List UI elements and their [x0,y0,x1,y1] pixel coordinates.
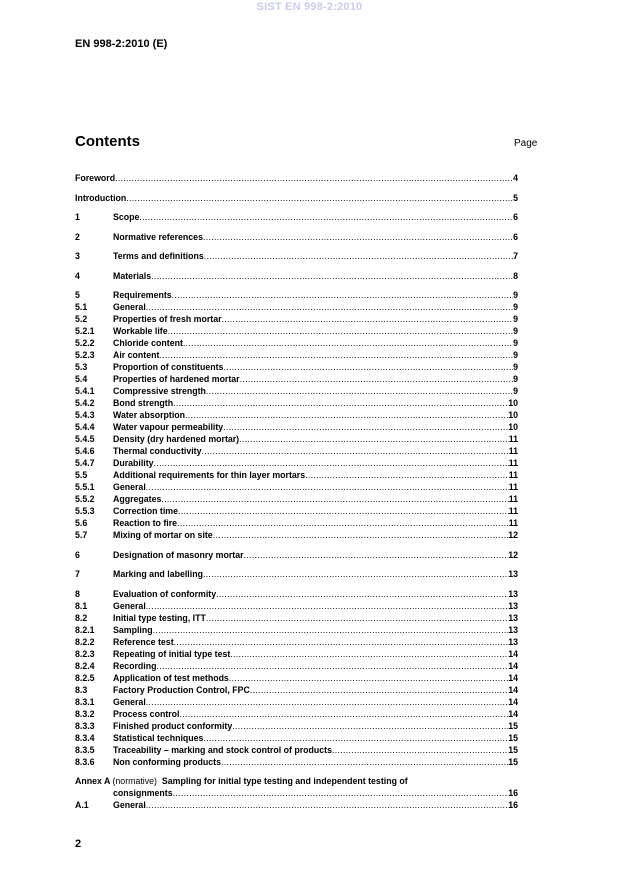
toc-page-number: 15 [508,756,518,767]
toc-page-number: 13 [508,569,518,579]
toc-section-number: 7 [75,569,80,579]
toc-entry[interactable] [75,612,518,624]
toc-dot-leader [146,799,508,811]
toc-section-title: Additional requirements for thin layer mortars [113,470,306,480]
toc-page-number: 11 [508,506,518,516]
toc-page-number: 9 [513,350,518,360]
toc-dot-leader [201,445,508,457]
toc-entry[interactable] [75,192,518,204]
toc-entry-line [113,250,518,262]
toc-section-number: 8.3.4 [75,732,95,743]
toc-page-number: 9 [513,362,518,372]
toc-dot-leader [222,313,514,325]
toc-entry-line [113,672,518,684]
toc-entry-line [113,289,518,301]
toc-dot-leader [178,505,509,517]
toc-section-title: Bond strength [113,398,174,408]
toc-entry-line [113,517,518,529]
toc-dot-leader [216,588,508,600]
toc-page-number: 11 [508,446,518,456]
toc-section-title: General [113,800,146,810]
toc-section-number: 5.5.2 [75,494,95,504]
toc-section-title: Correction time [113,506,179,516]
toc-entry[interactable] [75,732,518,744]
toc-entry[interactable] [75,349,518,361]
toc-dot-leader [213,529,508,541]
toc-page-number: 13 [508,612,518,623]
toc-section-number: 5.4.2 [75,398,95,408]
toc-page-number: 13 [508,588,518,599]
toc-entry[interactable] [75,211,518,223]
toc-section-number: 5.5.3 [75,506,95,516]
toc-page-number: 14 [508,708,518,719]
toc-section-title: Repeating of initial type test [113,648,231,659]
toc-section-number: 5.4.3 [75,410,95,420]
annex-qualifier: (normative) [112,776,157,786]
toc-dot-leader [204,250,513,262]
toc-page-number: 12 [508,530,518,540]
toc-entry[interactable] [75,517,518,529]
toc-entry[interactable] [75,672,518,684]
toc-section-number: A.1 [75,800,89,810]
toc-entry-line [113,409,518,421]
toc-entry-line [113,744,518,756]
toc-dot-leader [230,648,508,660]
toc-section-number: 5.2.2 [75,338,95,348]
toc-section-number: 5.2 [75,314,88,324]
toc-entry-line [113,313,518,325]
toc-entry-line [113,660,518,672]
toc-entry-line [113,684,518,696]
toc-section-number: 5.4.4 [75,422,95,432]
toc-section-title: Mixing of mortar on site [113,530,213,540]
toc-page-number: 10 [508,410,518,420]
toc-section-title: Reference test [113,636,174,647]
document-id: EN 998-2:2010 (E) [75,38,168,50]
toc-entry[interactable] [75,270,518,282]
toc-section-number: 8.2.3 [75,648,95,659]
toc-section-number: 8.3.1 [75,696,95,707]
toc-dot-leader [126,192,513,204]
toc-page-number: 16 [508,800,518,810]
toc-section-number: 5.7 [75,530,88,540]
toc-page-number: 6 [513,231,518,242]
toc-section-number: 8.3.2 [75,708,95,719]
toc-entry-line [113,481,518,493]
toc-section-title: Designation of masonry mortar [113,549,244,560]
toc-section-number: 8.2.4 [75,660,95,671]
toc-entry[interactable] [75,588,518,600]
toc-dot-leader [146,696,508,708]
toc-page-number: 11 [508,434,518,444]
toc-dot-leader [206,612,508,624]
toc-entry-line [113,421,518,433]
toc-entry[interactable] [75,481,518,493]
toc-entry[interactable] [75,445,518,457]
toc-dot-leader [206,385,513,397]
toc-page-number: 7 [513,251,518,261]
toc-entry-line [113,708,518,720]
toc-entry-line [113,549,518,561]
toc-page-number: 16 [508,788,518,798]
toc-entry[interactable] [75,624,518,636]
toc-section-title: General [113,600,146,611]
toc-entry[interactable] [75,337,518,349]
toc-section-number: 5.4.7 [75,458,95,468]
toc-entry-line [113,361,518,373]
toc-section-title: Terms and definitions [113,251,204,261]
toc-page-number: 11 [508,494,518,504]
toc-entry[interactable] [75,433,518,445]
toc-entry-line [113,270,518,282]
toc-entry-line [113,385,518,397]
toc-entry[interactable] [75,421,518,433]
toc-dot-leader [223,361,513,373]
toc-section-title: General [113,302,146,312]
toc-page-number: 13 [508,600,518,611]
toc-section-number: 5.4.5 [75,434,95,444]
toc-entry-line [113,799,518,811]
toc-section-number: 2 [75,231,80,242]
toc-section-title: General [113,696,146,707]
toc-section-title: Factory Production Control, FPC [113,684,250,695]
toc-section-title: Traceability – marking and stock control of products [113,744,332,755]
toc-entry-line [113,373,518,385]
toc-entry[interactable] [75,600,518,612]
toc-entry-line [113,445,518,457]
toc-dot-leader [332,744,508,756]
toc-entry-line [113,756,518,768]
toc-entry[interactable] [75,457,518,469]
toc-section-title: Density (dry hardened mortar) [113,434,240,444]
toc-section-title: Initial type testing, ITT [113,612,206,623]
toc-entry-line [113,433,518,445]
toc-dot-leader [240,373,513,385]
toc-page-number: 11 [508,470,518,480]
toc-entry[interactable] [75,568,518,580]
toc-section-title: Aggregates [113,494,162,504]
toc-page-number: 11 [508,482,518,492]
toc-section-number: 5.1 [75,302,88,312]
toc-section-number: 4 [75,270,80,281]
toc-section-title: Foreword [75,173,116,183]
toc-entry[interactable] [75,313,518,325]
toc-section-number: 8.1 [75,600,88,611]
toc-dot-leader [203,568,508,580]
toc-section-number: 8.3.6 [75,756,95,767]
toc-section-title: Introduction [75,192,127,203]
toc-section-title: Statistical techniques [113,732,204,743]
toc-section-title: Marking and labelling [113,569,203,579]
toc-dot-leader [185,409,508,421]
toc-page-number: 9 [513,338,518,348]
toc-section-number: 8.3 [75,684,88,695]
toc-dot-leader [172,289,513,301]
toc-entry-line [113,568,518,580]
toc-entry[interactable] [75,549,518,561]
toc-dot-leader [223,421,508,433]
toc-entry-line [75,192,518,204]
toc-entry[interactable] [75,799,518,811]
toc-dot-leader [221,756,508,768]
toc-section-number: 8.3.5 [75,744,95,755]
toc-entry[interactable] [75,172,518,184]
toc-section-title: Properties of hardened mortar [113,374,240,384]
toc-section-number: 5.5 [75,470,88,480]
toc-entry[interactable] [75,289,518,301]
toc-dot-leader [250,684,508,696]
toc-entry-line [113,612,518,624]
toc-section-number: 8.2.5 [75,672,95,683]
toc-section-number: 8.2.1 [75,624,95,635]
toc-section-number: 6 [75,549,80,560]
toc-section-number: 5.2.3 [75,350,95,360]
toc-entry-line [113,787,518,799]
toc-section-number: 5.2.1 [75,326,95,336]
toc-section-title: Workable life [113,326,168,336]
toc-page-number: 11 [508,518,518,528]
toc-section-title: Thermal conductivity [113,446,202,456]
toc-section-number: 5.4.1 [75,386,95,396]
toc-section-number: 8.2 [75,612,88,623]
toc-section-title: Requirements [113,290,172,300]
toc-entry[interactable] [75,660,518,672]
toc-entry-line [113,588,518,600]
annex-title-line1: Sampling for initial type testing and independent testing of [161,776,408,786]
toc-page-number: 13 [508,636,518,647]
toc-section-title: Normative references [113,231,203,242]
toc-section-title: Sampling [113,624,153,635]
toc-dot-leader [203,732,508,744]
toc-entry[interactable] [75,744,518,756]
toc-entry-line [113,469,518,481]
toc-page-number: 14 [508,648,518,659]
toc-annex-entry[interactable] [75,775,518,787]
toc-page-number: 12 [508,549,518,560]
toc-section-number: 3 [75,251,80,261]
toc-entry-line [113,732,518,744]
toc-dot-leader [183,337,513,349]
toc-page-number: 9 [513,374,518,384]
toc-section-title: Properties of fresh mortar [113,314,222,324]
toc-entry-line [113,457,518,469]
toc-entry-line [113,600,518,612]
toc-dot-leader [157,660,509,672]
toc-section-title: Durability [113,458,154,468]
toc-page-number: 9 [513,314,518,324]
toc-section-title: Non conforming products [113,756,221,767]
toc-entry-line [113,720,518,732]
toc-dot-leader [239,433,509,445]
toc-dot-leader [168,325,514,337]
toc-page-number: 9 [513,302,518,312]
toc-entry-line [75,172,518,184]
toc-entry[interactable] [75,250,518,262]
toc-entry-line [113,648,518,660]
toc-page-number: 14 [508,684,518,695]
toc-section-number: 5.4.6 [75,446,95,456]
toc-section-number: 5.6 [75,518,88,528]
toc-section-number: 8 [75,588,80,599]
toc-entry[interactable] [75,505,518,517]
toc-dot-leader [161,493,508,505]
toc-dot-leader [305,469,509,481]
toc-dot-leader [203,231,513,243]
toc-entry[interactable] [75,684,518,696]
annex-title-line2: consignments [113,788,173,798]
toc-page-number: 6 [513,212,518,222]
toc-entry-line [113,624,518,636]
toc-section-number: 1 [75,212,80,222]
toc-page-number: 5 [513,192,518,203]
toc-entry[interactable] [75,397,518,409]
toc-section-title: Reaction to fire [113,518,178,528]
toc-page-number: 14 [508,696,518,707]
watermark-text: SIST EN 998-2:2010 [256,1,363,13]
toc-page-number: 10 [508,422,518,432]
toc-page-number: 14 [508,660,518,671]
toc-section-title: Scope [113,212,140,222]
toc-dot-leader [139,211,513,223]
toc-annex-entry-continued [75,787,518,799]
toc-entry[interactable] [75,385,518,397]
toc-section-number: 5.3 [75,362,88,372]
toc-section-title: Air content [113,350,160,360]
toc-entry[interactable] [75,720,518,732]
toc-entry[interactable] [75,373,518,385]
toc-section-title: Materials [113,270,152,281]
toc-dot-leader [151,270,513,282]
toc-section-title: Finished product conformity [113,720,233,731]
toc-dot-leader [146,600,508,612]
toc-dot-leader [177,517,509,529]
toc-entry-line [113,505,518,517]
toc-section-title: Evaluation of conformity [113,588,217,599]
toc-section-title: Application of test methods [113,672,229,683]
toc-entry-line [113,231,518,243]
toc-entry[interactable] [75,636,518,648]
toc-entry-line [113,301,518,313]
toc-section-title: Water vapour permeability [113,422,224,432]
toc-entry[interactable] [75,648,518,660]
toc-entry[interactable] [75,756,518,768]
toc-entry-line [113,636,518,648]
toc-section-number: 8.2.2 [75,636,95,647]
toc-entry-line [113,211,518,223]
toc-entry[interactable] [75,409,518,421]
toc-page-number: 9 [513,290,518,300]
toc-entry[interactable] [75,231,518,243]
toc-entry-line [113,397,518,409]
toc-section-number: 5.5.1 [75,482,95,492]
toc-page-number: 15 [508,744,518,755]
toc-dot-leader [115,172,513,184]
toc-dot-leader [173,787,509,799]
toc-section-title: Compressive strength [113,386,206,396]
toc-dot-leader [229,672,508,684]
toc-section-number: 5 [75,290,80,300]
toc-dot-leader [154,457,509,469]
toc-dot-leader [180,708,509,720]
toc-section-title: Chloride content [113,338,183,348]
toc-section-title: Process control [113,708,180,719]
toc-entry[interactable] [75,696,518,708]
toc-page-number: 9 [513,386,518,396]
toc-dot-leader [173,397,508,409]
toc-entry-line [113,529,518,541]
toc-entry-line [113,493,518,505]
toc-dot-leader [244,549,509,561]
contents-title: Contents [75,133,140,150]
toc-entry-line [113,349,518,361]
toc-section-number: 5.4 [75,374,88,384]
toc-dot-leader [146,301,513,313]
toc-entry[interactable] [75,301,518,313]
toc-entry[interactable] [75,529,518,541]
toc-entry-line [113,337,518,349]
page-number: 2 [75,838,82,850]
toc-annex-heading [75,775,518,787]
toc-dot-leader [153,624,509,636]
toc-entry-line [113,696,518,708]
toc-dot-leader [146,481,509,493]
toc-entry[interactable] [75,361,518,373]
toc-page-number: 8 [513,270,518,281]
toc-section-title: Water absorption [113,410,186,420]
toc-page-number: 15 [508,732,518,743]
toc-dot-leader [232,720,508,732]
toc-page-number: 14 [508,672,518,683]
toc-page-number: 9 [513,326,518,336]
toc-entry[interactable] [75,493,518,505]
toc-section-number: 8.3.3 [75,720,95,731]
toc-section-title: Proportion of constituents [113,362,224,372]
annex-label: Annex A [75,776,111,786]
toc-entry-line [113,325,518,337]
toc-page-number: 4 [513,173,518,183]
toc-section-title: General [113,482,146,492]
toc-entry[interactable] [75,469,518,481]
toc-page-number: 10 [508,398,518,408]
toc-page-number: 13 [508,624,518,635]
toc-entry[interactable] [75,708,518,720]
toc-dot-leader [159,349,513,361]
toc-page-number: 15 [508,720,518,731]
toc-page-number: 11 [508,458,518,468]
page-column-label: Page [514,138,538,149]
toc-dot-leader [174,636,509,648]
toc-entry[interactable] [75,325,518,337]
table-of-contents [75,172,518,811]
toc-section-title: Recording [113,660,157,671]
